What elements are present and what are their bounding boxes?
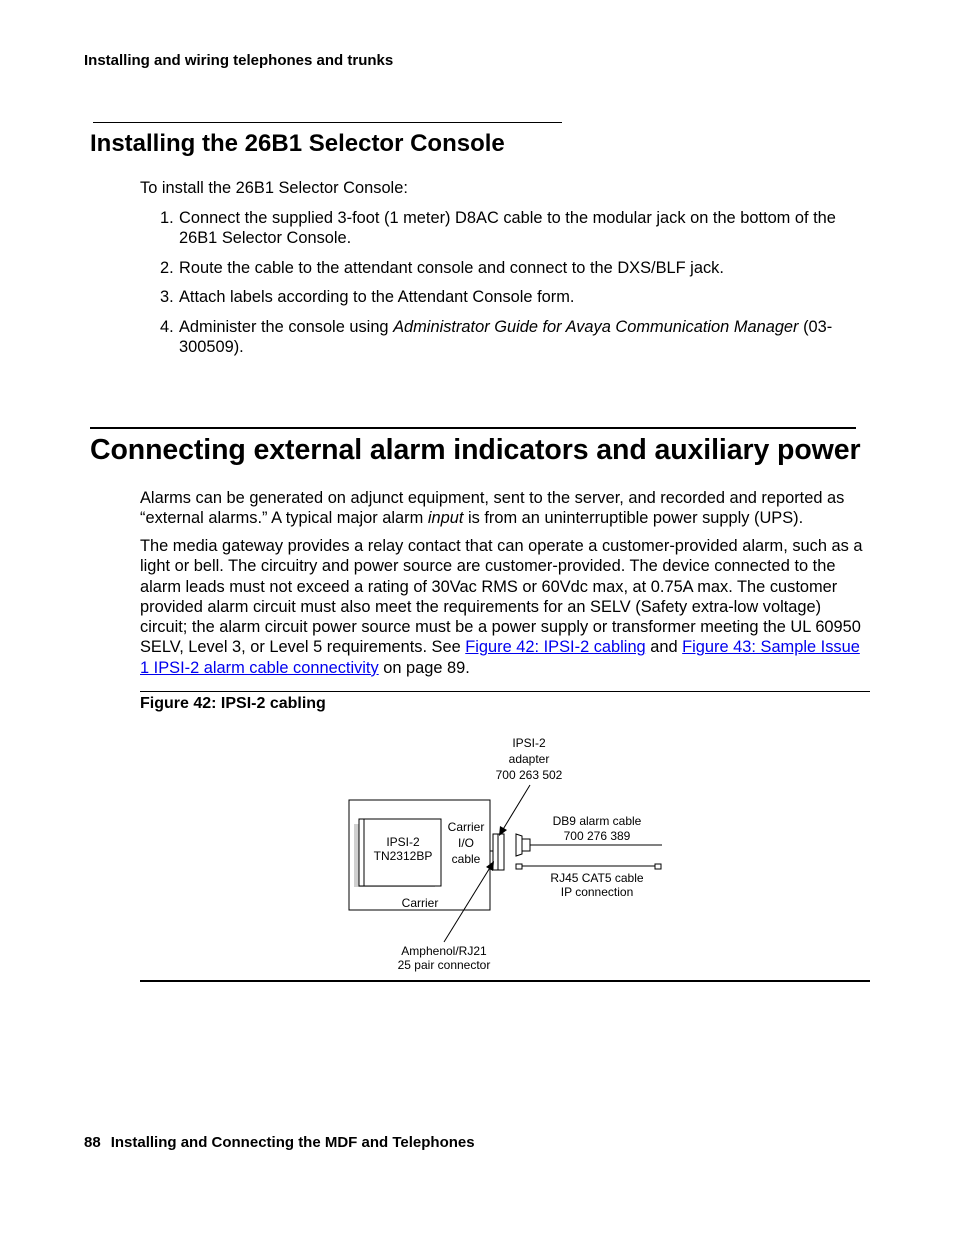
book-title: Administrator Guide for Avaya Communication Manager xyxy=(393,318,799,337)
step-text: Connect the supplied 3-foot (1 meter) D8AC cable to the modular jack on the bottom of the 26B1 Selector Console. xyxy=(179,209,836,248)
board-label-line1: IPSI-2 xyxy=(386,835,420,849)
page-number: 88 xyxy=(84,1134,101,1151)
carrier-io-label-line3: cable xyxy=(451,852,481,866)
rj45-plug-right xyxy=(655,864,661,869)
adapter-label-line2: adapter xyxy=(508,752,550,766)
db9-connector xyxy=(516,834,522,856)
rj45-label-line2: IP connection xyxy=(560,885,634,899)
adapter-label-line1: IPSI-2 xyxy=(512,736,546,750)
section-title-selector-console: Installing the 26B1 Selector Console xyxy=(90,130,505,157)
rj45-label-line1: RJ45 CAT5 cable xyxy=(550,871,644,885)
footer-title: Installing and Connecting the MDF and Telephones xyxy=(110,1134,475,1151)
rj45-plug-left xyxy=(516,864,522,869)
amphenol-label-line2: 25 pair connector xyxy=(397,958,491,972)
carrier-io-label-line2: I/O xyxy=(457,836,475,850)
paragraph-text: The media gateway provides a relay contact that can operate a customer-provided alarm, such as a light or bell. The circuitry and power source are customer-provided. The device connected to the alarm leads must not exceed a rating of 30Vac RMS or 60Vdc max, at 0.75A max. The customer provided alarm circuit must also meet the requirements for an SELV (Safety extra-low voltage) circuit; the alarm circuit power source must be a power supply or transformer meeting the UL 60950 SELV, Level 3, or Level 5 requirements. See xyxy=(140,537,863,657)
paragraph-text: on page 89. xyxy=(378,658,470,677)
amphenol-label-line1: Amphenol/RJ21 xyxy=(401,944,487,958)
adapter-pointer-line xyxy=(502,785,530,831)
step-number: 2. xyxy=(160,258,174,277)
amphenol-pointer-line xyxy=(444,866,491,942)
step-text-before: Administer the console using xyxy=(179,318,394,337)
step-text: Attach labels according to the Attendant Console form. xyxy=(179,288,575,307)
step-number: 1. xyxy=(160,209,174,227)
running-header: Installing and wiring telephones and trunks xyxy=(84,52,394,69)
carrier-io-label-line1: Carrier xyxy=(447,820,485,834)
step-number: 3. xyxy=(160,288,174,307)
db9-plug xyxy=(522,839,530,851)
figure-42-link[interactable]: Figure 42: IPSI-2 cabling xyxy=(465,638,646,657)
board-label-line2: TN2312BP xyxy=(373,849,433,863)
paragraph-text: and xyxy=(645,638,683,657)
step-text: Route the cable to the attendant console and connect to the DXS/BLF jack. xyxy=(179,258,724,277)
figure-bottom-rule xyxy=(140,980,870,982)
db9-label-line1: DB9 alarm cable xyxy=(552,814,642,828)
step-number: 4. xyxy=(160,318,174,337)
carrier-label: Carrier xyxy=(401,896,439,910)
section-title-external-alarms: Connecting external alarm indicators and auxiliary power xyxy=(90,434,861,466)
db9-label-line2: 700 276 389 xyxy=(563,829,631,843)
paragraph-text: Alarms can be generated on adjunct equipment, sent to the server, and recorded and reported as “external alarms.” A typical major alarm xyxy=(140,489,845,528)
intro-text: To install the 26B1 Selector Console: xyxy=(140,179,408,197)
figure-caption: Figure 42: IPSI-2 cabling xyxy=(140,695,326,712)
emphasis-input: input xyxy=(427,509,464,528)
paragraph-text: is from an uninterruptible power supply (UPS). xyxy=(463,509,804,528)
page-footer xyxy=(84,1134,475,1151)
figure-43-link[interactable]: Figure 43: Sample Issue 1 IPSI-2 alarm cable connectivity xyxy=(140,638,860,677)
adapter-label-line3: 700 263 502 xyxy=(495,768,563,782)
step-text-after: (03-300509). xyxy=(179,318,833,357)
